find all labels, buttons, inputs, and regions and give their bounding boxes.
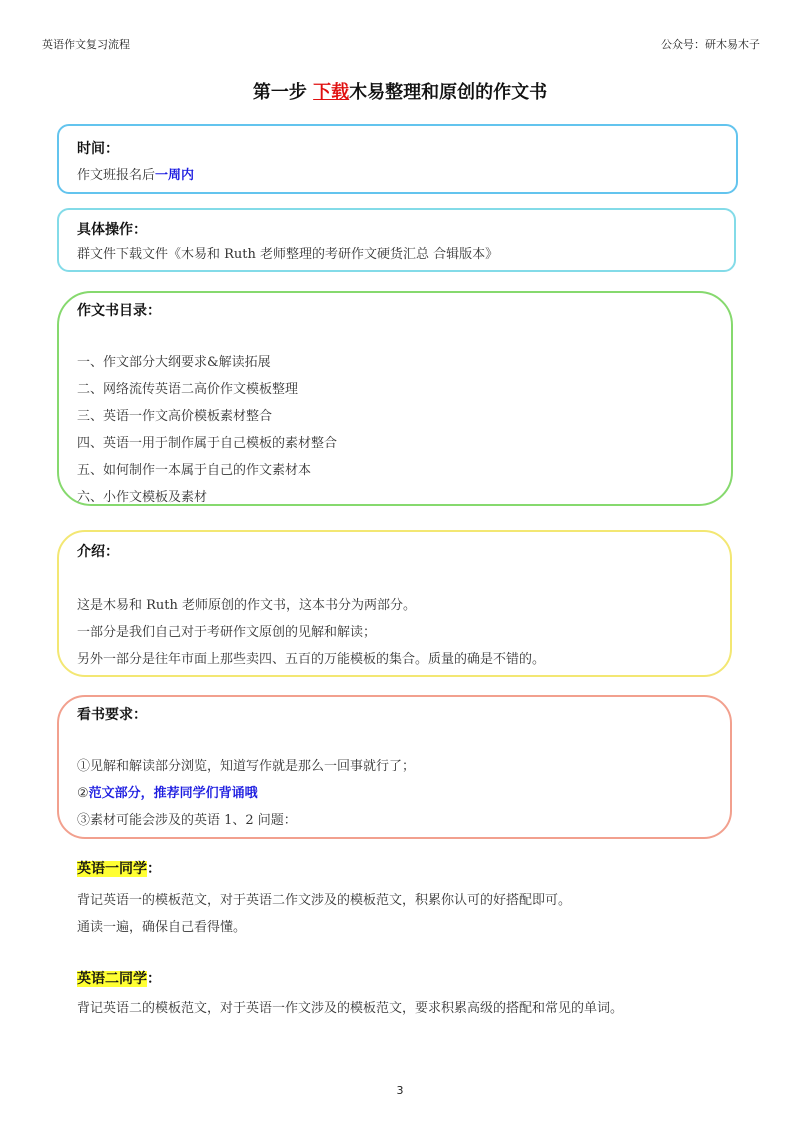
time-label: 时间：	[77, 141, 119, 157]
time-text	[77, 164, 194, 183]
requirements-box	[57, 695, 732, 839]
requirements-line2-num: ②	[77, 786, 89, 801]
english-one-line: 背记英语一的模板范文，对于英语二作文涉及的模板范文，积累你认可的好搭配即可。	[77, 893, 572, 908]
toc-item: 四、英语一用于制作属于自己模板的素材整合	[77, 436, 338, 451]
operation-box	[57, 208, 736, 272]
title-prefix: 第一步	[252, 82, 314, 103]
english-two-label: 英语二同学	[77, 971, 147, 987]
intro-line: 另外一部分是往年市面上那些卖四、五百的万能模板的集合。质量的确是不错的。	[77, 652, 546, 667]
title-highlight: 下载	[313, 82, 350, 103]
toc-item: 三、英语一作文高价模板素材整合	[77, 409, 273, 424]
requirements-line: ③素材可能会涉及的英语 1、2 问题：	[77, 813, 297, 828]
english-one-label: 英语一同学	[77, 861, 147, 877]
header-right: 公众号：研木易木子	[661, 38, 760, 51]
english-one-colon: ：	[147, 861, 161, 877]
english-two-line: 背记英语二的模板范文，对于英语一作文涉及的模板范文，要求积累高级的搭配和常见的单词。	[77, 1001, 624, 1016]
intro-line: 一部分是我们自己对于考研作文原创的见解和解读；	[77, 625, 377, 640]
toc-item: 二、网络流传英语二高价作文模板整理	[77, 382, 299, 397]
requirements-line: ①见解和解读部分浏览，知道写作就是那么一回事就行了；	[77, 759, 416, 774]
time-text-emphasis: 一周内	[155, 168, 195, 183]
toc-item: 五、如何制作一本属于自己的作文素材本	[77, 463, 312, 478]
intro-line: 这是木易和 Ruth 老师原创的作文书，这本书分为两部分。	[77, 598, 417, 613]
toc-item: 一、作文部分大纲要求&解读拓展	[77, 355, 271, 370]
title-suffix: 木易整理和原创的作文书	[349, 82, 548, 103]
time-text-prefix: 作文班报名后	[77, 168, 156, 183]
english-one-line: 通读一遍，确保自己看得懂。	[77, 920, 247, 935]
toc-item: 六、小作文模板及素材	[77, 490, 208, 505]
english-two-heading	[77, 968, 161, 988]
intro-label: 介绍：	[77, 544, 119, 560]
operation-label: 具体操作：	[77, 222, 147, 238]
requirements-line2-text: 范文部分，推荐同学们背诵哦	[88, 786, 258, 801]
toc-label: 作文书目录：	[77, 303, 161, 319]
page-title	[0, 78, 800, 104]
toc-box	[57, 291, 733, 506]
operation-text: 群文件下载文件《木易和 Ruth 老师整理的考研作文硬货汇总 合辑版本》	[77, 247, 499, 262]
english-one-heading	[77, 858, 161, 878]
requirements-line-emphasis	[77, 782, 258, 801]
header-left: 英语作文复习流程	[42, 38, 130, 51]
time-box	[57, 124, 738, 194]
requirements-label: 看书要求：	[77, 707, 147, 723]
intro-box	[57, 530, 732, 677]
english-two-colon: ：	[147, 971, 161, 987]
page-number: 3	[396, 1084, 404, 1097]
